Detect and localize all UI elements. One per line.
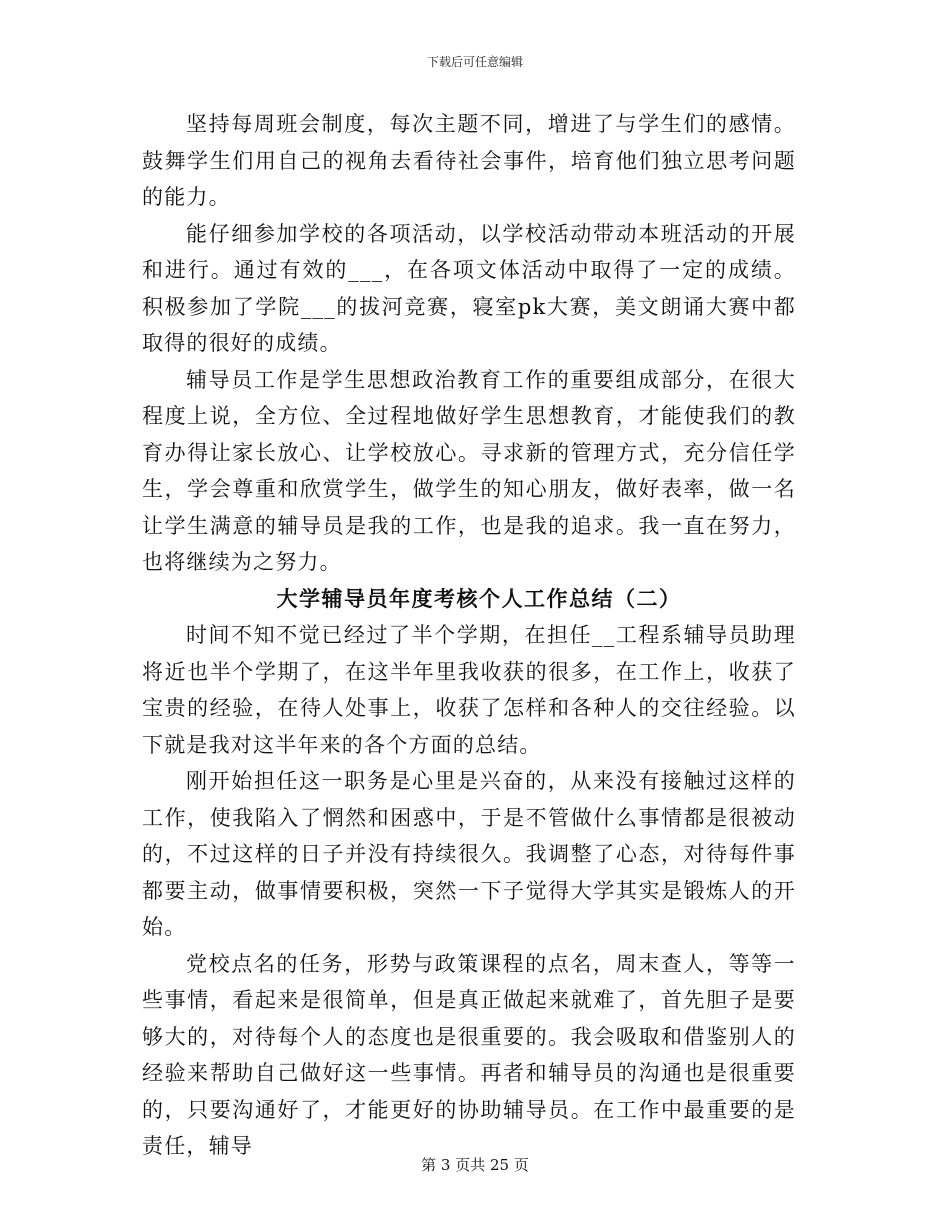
paragraph-weekly-meeting: 坚持每周班会制度，每次主题不同，增进了与学生们的感情。鼓舞学生们用自己的视角去看待社会事件，培育他们独立思考问题的能力。 xyxy=(142,112,796,209)
paragraph-half-semester: 时间不知不觉已经过了半个学期，在担任__工程系辅导员助理将近也半个学期了，在这半年里我收获的很多，在工作上，收获了宝贵的经验，在待人处事上，收获了怎样和各种人的交往经验。以下就是我对这半年来的各个方面的总结。 xyxy=(142,623,796,757)
paragraph-school-activities: 能仔细参加学校的各项活动，以学校活动带动本班活动的开展和进行。通过有效的___，在各项文体活动中取得了一定的成绩。积极参加了学院___的拔河竞赛，寝室pk大赛，美文朗诵大赛中都取得的很好的成绩。 xyxy=(142,221,796,355)
page-number-footer: 第 3 页共 25 页 xyxy=(421,1156,529,1174)
paragraph-tasks: 党校点名的任务，形势与政策课程的点名，周末查人，等等一些事情，看起来是很简单，但是真正做起来就难了，首先胆子是要够大的，对待每个人的态度也是很重要的。我会吸取和借鉴别人的经验来帮助自己做好这一些事情。再者和辅导员的沟通也是很重要的，只要沟通好了，才能更好的协助辅导员。在工作中最重要的是责任，辅导 xyxy=(142,951,796,1158)
paragraph-counselor-role: 辅导员工作是学生思想政治教育工作的重要组成部分，在很大程度上说，全方位、全过程地做好学生思想教育，才能使我们的教育办得让家长放心、让学校放心。寻求新的管理方式，充分信任学生，学会尊重和欣赏学生，做学生的知心朋友，做好表率，做一名让学生满意的辅导员是我的工作，也是我的追求。我一直在努力，也将继续为之努力。 xyxy=(142,367,796,574)
section-title: 大学辅导员年度考核个人工作总结（二） xyxy=(276,585,682,611)
header-note: 下载后可任意编辑 xyxy=(426,55,523,69)
paragraph-starting-role: 刚开始担任这一职务是心里是兴奋的，从来没有接触过这样的工作，使我陷入了惘然和困惑中，于是不管做什么事情都是很被动的，不过这样的日子并没有持续很久。我调整了心态，对待每件事都要主动，做事情要积极，突然一下子觉得大学其实是锻炼人的开始。 xyxy=(142,769,796,939)
document-body xyxy=(142,106,796,1165)
